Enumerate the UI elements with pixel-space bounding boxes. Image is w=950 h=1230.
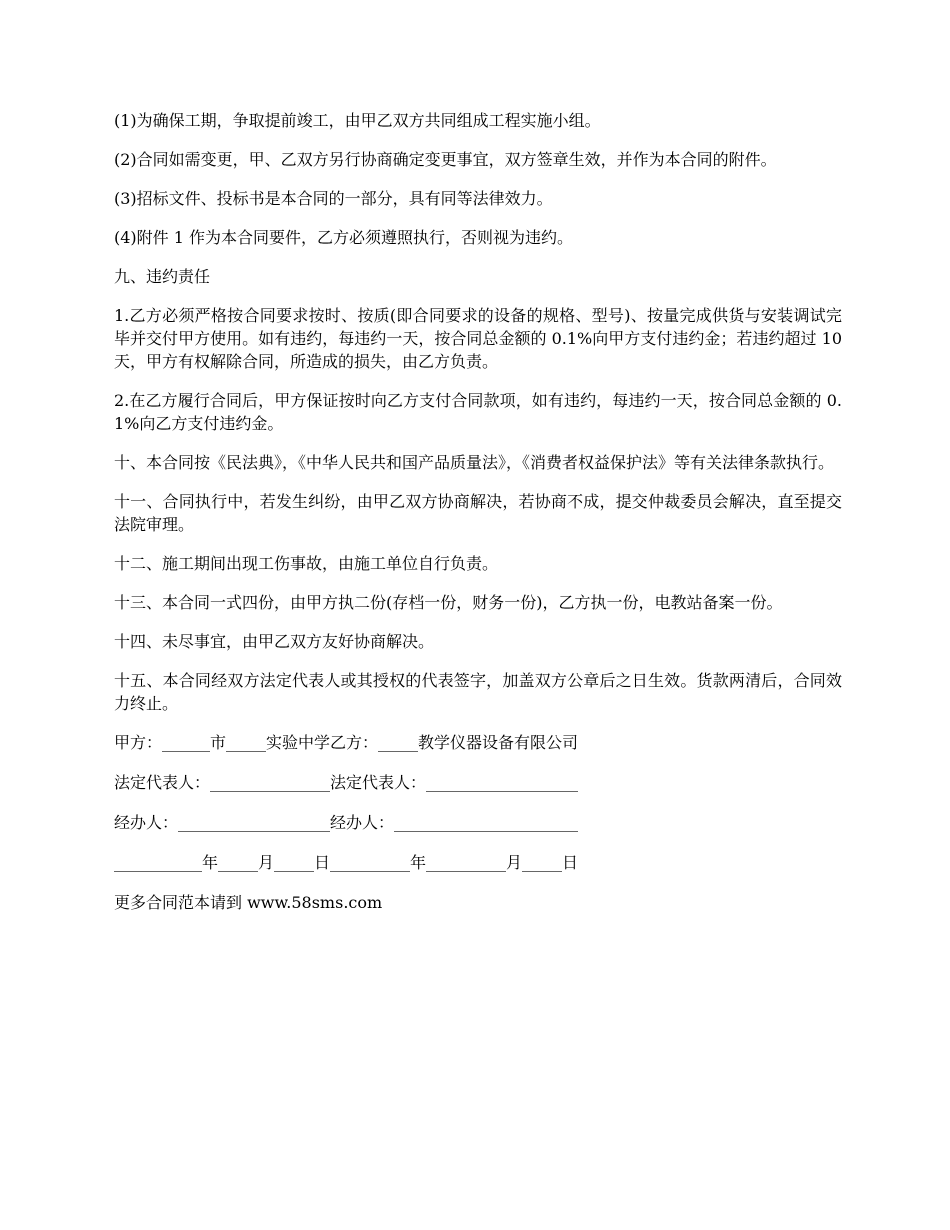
clause-3-tender-documents: (3)招标文件、投标书是本合同的一部分，具有同等法律效力。 <box>114 189 553 208</box>
signature-agent-line: 经办人：___________________经办人：_______________________ <box>114 813 579 832</box>
clause-4-attachment: (4)附件 1 作为本合同要件，乙方必须遵照执行，否则视为违约。 <box>114 228 574 247</box>
clause-2-contract-change: (2)合同如需变更，甲、乙双方另行协商确定变更事宜，双方签章生效，并作为本合同的附件。 <box>114 150 777 169</box>
document-body <box>114 109 848 931</box>
section-12-accident: 十二、施工期间出现工伤事故，由施工单位自行负责。 <box>114 554 499 573</box>
footer-more-templates: 更多合同范本请到 www.58sms.com <box>114 893 383 912</box>
signature-parties-line: 甲方：______市_____实验中学乙方：_____教学仪器设备有限公司 <box>114 733 579 752</box>
clause-1-work-group: (1)为确保工期，争取提前竣工，由甲乙双方共同组成工程实施小组。 <box>114 111 601 130</box>
section-10-applicable-law: 十、本合同按《民法典》，《中华人民共和国产品质量法》，《消费者权益保护法》等有关法律条款执行。 <box>114 453 835 472</box>
breach-item-2: 2.在乙方履行合同后，甲方保证按时向乙方支付合同款项，如有违约，每违约一天，按合同总金额的 0.1%向乙方支付违约金。 <box>114 391 842 433</box>
section-heading-breach: 九、违约责任 <box>114 267 211 286</box>
section-13-copies: 十三、本合同一式四份，由甲方执二份(存档一份，财务一份)，乙方执一份，电教站备案一份。 <box>114 593 783 612</box>
signature-block <box>114 731 842 874</box>
section-14-other-matters: 十四、未尽事宜，由甲乙双方友好协商解决。 <box>114 632 435 651</box>
breach-item-1: 1.乙方必须严格按合同要求按时、按质(即合同要求的设备的规格、型号)、按量完成供货与安装调试完毕并交付甲方使用。如有违约，每违约一天，按合同总金额的 0.1%向甲方支付违约金；若违约超过 10 天，甲方有权解除合同，所造成的损失，由乙方负责。 <box>114 306 848 371</box>
section-11-dispute: 十一、合同执行中，若发生纠纷，由甲乙双方协商解决，若协商不成，提交仲裁委员会解决，直至提交法院审理。 <box>114 492 842 534</box>
signature-representative-line: 法定代表人：_______________法定代表人：___________________ <box>114 773 579 792</box>
signature-date-line: ___________年_____月_____日__________年__________月_____日 <box>114 853 579 872</box>
section-15-effective: 十五、本合同经双方法定代表人或其授权的代表签字，加盖双方公章后之日生效。货款两清后，合同效力终止。 <box>114 671 842 713</box>
